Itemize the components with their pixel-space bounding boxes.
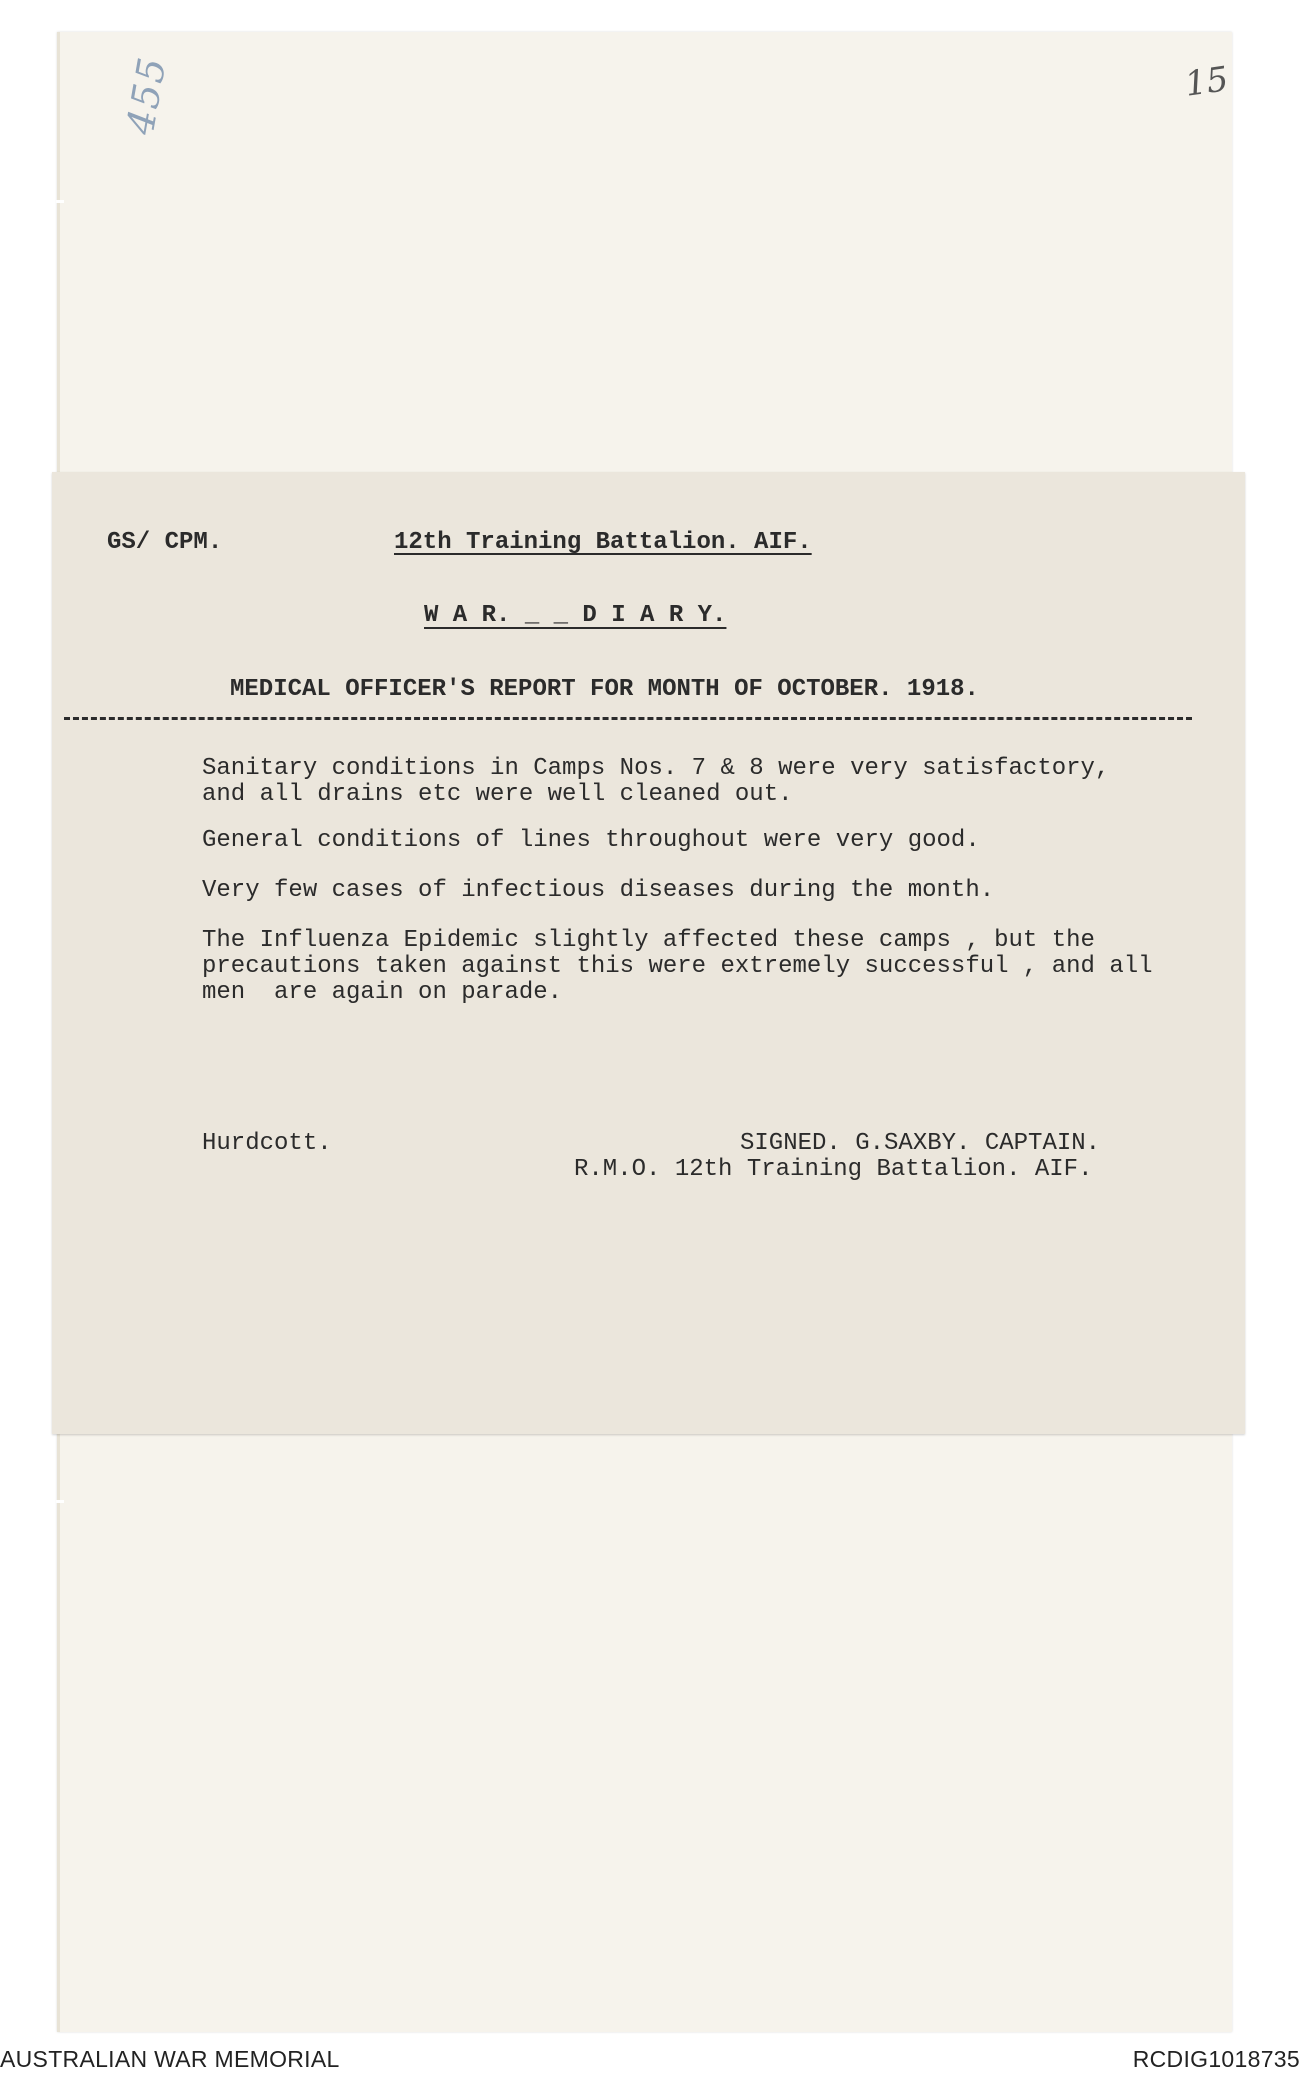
handwritten-page-number: 15	[1182, 59, 1231, 105]
signature-line: SIGNED. G.SAXBY. CAPTAIN.	[740, 1130, 1101, 1157]
pin-hole	[56, 200, 64, 203]
report-paragraph: The Influenza Epidemic slightly affected these camps , but the precautions taken against this were extremely successful , and all men are again on parade.	[202, 927, 1153, 1006]
signature-role: R.M.O. 12th Training Battalion. AIF.	[574, 1156, 1093, 1183]
archive-stamp-number: 455	[118, 52, 175, 138]
pin-hole	[56, 1500, 64, 1503]
report-paragraph: Very few cases of infectious diseases during the month.	[202, 877, 995, 904]
footer-institution: AUSTRALIAN WAR MEMORIAL	[0, 2046, 340, 2072]
typed-report-slip	[52, 472, 1245, 1434]
unit-heading: 12th Training Battalion. AIF.	[394, 529, 812, 556]
report-paragraph: General conditions of lines throughout were very good.	[202, 827, 980, 854]
war-diary-title: W A R. _ _ D I A R Y.	[424, 602, 727, 629]
dashed-divider	[64, 717, 1192, 720]
report-paragraph: Sanitary conditions in Camps Nos. 7 & 8 were very satisfactory, and all drains etc were well cleaned out.	[202, 755, 1110, 808]
place-name: Hurdcott.	[202, 1130, 332, 1157]
footer-record-id: RCDIG1018735	[1132, 2046, 1300, 2072]
report-title: MEDICAL OFFICER'S REPORT FOR MONTH OF OCTOBER. 1918.	[230, 676, 979, 703]
document-reference: GS/ CPM.	[107, 529, 223, 556]
